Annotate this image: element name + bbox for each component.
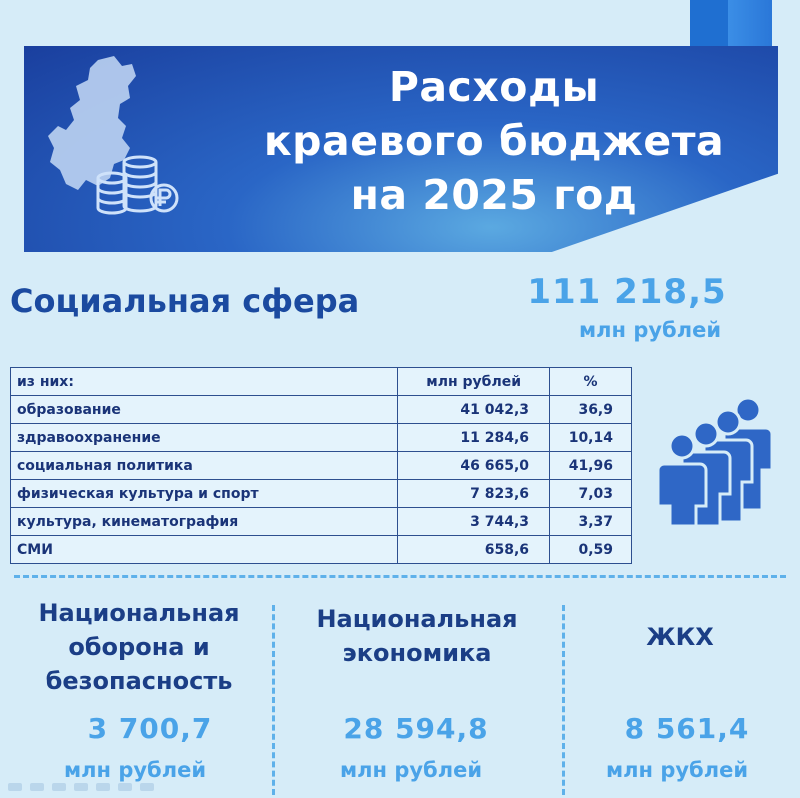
- housing-value: 8 561,4: [624, 712, 750, 745]
- defense-unit: млн рублей: [63, 758, 207, 782]
- region-map-icon: [40, 52, 190, 222]
- economy-label: [286, 602, 548, 670]
- table-row: [11, 536, 632, 564]
- table-row: [11, 396, 632, 424]
- row-amount: 3 744,3: [398, 508, 550, 536]
- economy-label-line-1: Национальная: [316, 605, 518, 633]
- social-breakdown-table: [10, 367, 632, 564]
- row-category: физическая культура и спорт: [11, 480, 398, 508]
- row-category: СМИ: [11, 536, 398, 564]
- table-header-amount: млн рублей: [398, 368, 550, 396]
- economy-value: 28 594,8: [343, 712, 489, 745]
- row-category: здравоохранение: [11, 424, 398, 452]
- social-sphere-unit: млн рублей: [578, 318, 722, 342]
- row-percent: 7,03: [550, 480, 632, 508]
- defense-label: [14, 596, 264, 698]
- row-category: образование: [11, 396, 398, 424]
- table-row: [11, 508, 632, 536]
- defense-label-line-2: оборона и: [68, 633, 210, 661]
- housing-unit: млн рублей: [605, 758, 749, 782]
- defense-label-line-3: безопасность: [45, 667, 233, 695]
- column-divider-1: [272, 605, 275, 795]
- people-group-icon: [652, 396, 778, 528]
- social-sphere-title: Социальная сфера: [10, 282, 360, 320]
- row-percent: 0,59: [550, 536, 632, 564]
- row-amount: 41 042,3: [398, 396, 550, 424]
- row-percent: 3,37: [550, 508, 632, 536]
- watermark-icon: [8, 780, 168, 794]
- table-row: [11, 452, 632, 480]
- row-percent: 10,14: [550, 424, 632, 452]
- social-sphere-total: 111 218,5: [527, 272, 727, 312]
- row-category: социальная политика: [11, 452, 398, 480]
- section-divider: [14, 575, 786, 578]
- row-amount: 46 665,0: [398, 452, 550, 480]
- title-line-3: на 2025 год: [350, 171, 638, 219]
- defense-label-line-1: Национальная: [38, 599, 240, 627]
- row-amount: 7 823,6: [398, 480, 550, 508]
- economy-unit: млн рублей: [339, 758, 483, 782]
- table-header-percent: %: [550, 368, 632, 396]
- table-row: [11, 480, 632, 508]
- table-header-category: из них:: [11, 368, 398, 396]
- table-row: [11, 424, 632, 452]
- table-header-row: [11, 368, 632, 396]
- economy-label-line-2: экономика: [342, 639, 492, 667]
- row-amount: 11 284,6: [398, 424, 550, 452]
- title-line-1: Расходы: [388, 63, 600, 111]
- housing-label: ЖКХ: [646, 623, 714, 651]
- row-percent: 36,9: [550, 396, 632, 424]
- page-title: [214, 60, 774, 222]
- row-percent: 41,96: [550, 452, 632, 480]
- title-line-2: краевого бюджета: [263, 117, 725, 165]
- row-amount: 658,6: [398, 536, 550, 564]
- row-category: культура, кинематография: [11, 508, 398, 536]
- defense-value: 3 700,7: [87, 712, 213, 745]
